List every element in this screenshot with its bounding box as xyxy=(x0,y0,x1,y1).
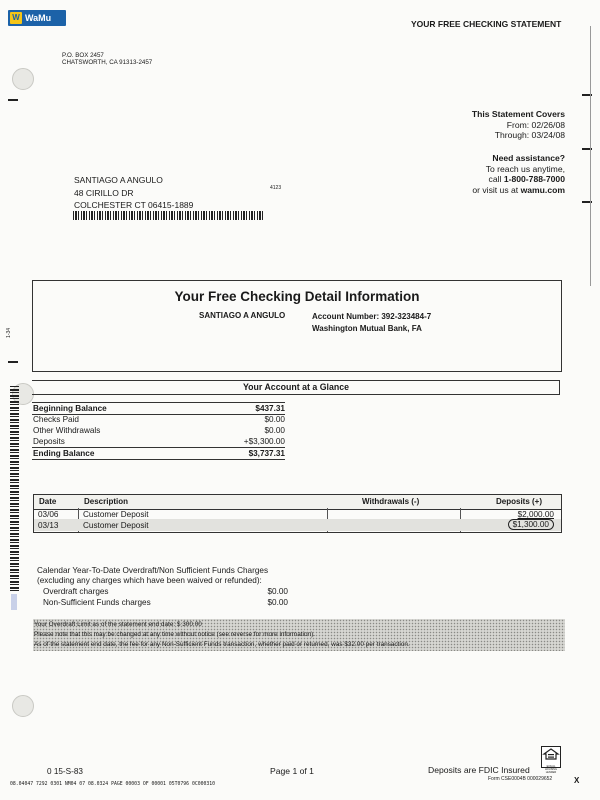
account-info xyxy=(312,311,431,335)
side-marker xyxy=(11,594,17,610)
customer-code: 4123 xyxy=(270,185,282,191)
glance-row-checks xyxy=(33,415,285,424)
glance-row-ending xyxy=(33,449,285,458)
col-date: Date xyxy=(39,497,57,506)
glance-rule xyxy=(32,447,285,448)
return-address-line: P.O. BOX 2457 xyxy=(62,52,104,59)
phone-prefix: call xyxy=(488,174,502,184)
glance-title: Your Account at a Glance xyxy=(242,382,350,392)
return-address-line: CHATSWORTH, CA 91313-2457 xyxy=(62,59,153,66)
glance-row-beginning xyxy=(33,404,285,413)
page-number: Page 1 of 1 xyxy=(270,766,314,776)
from-date: 02/26/08 xyxy=(531,119,565,130)
ehl-label: EQUAL HOUSING LENDER xyxy=(544,765,558,774)
glance-label: Deposits xyxy=(33,437,65,446)
overdraft-label: Overdraft charges xyxy=(43,587,109,596)
glance-label: Beginning Balance xyxy=(33,404,107,413)
glance-top-rule xyxy=(32,380,560,381)
coverage-heading: This Statement Covers xyxy=(471,109,565,119)
statement-period xyxy=(400,109,565,141)
form-code: Form CSE0004B 000029652 xyxy=(488,776,553,782)
house-icon xyxy=(542,748,560,760)
web-prefix: or visit us at xyxy=(472,184,519,195)
glance-title-rule xyxy=(32,394,560,395)
col-description: Description xyxy=(84,497,129,506)
row-description: Customer Deposit xyxy=(83,521,149,530)
account-holder: SANTIAGO A ANGULO xyxy=(199,311,286,320)
from-label: From: xyxy=(506,119,530,130)
glance-label: Checks Paid xyxy=(33,415,79,424)
assistance-block xyxy=(380,153,565,195)
customer-street: 48 CIRILLO DR xyxy=(74,187,134,198)
glance-rule xyxy=(32,459,285,460)
charges-title: Calendar Year-To-Date Overdraft/Non Sufficient Funds Charges xyxy=(37,566,269,575)
row-date: 03/06 xyxy=(38,510,59,519)
assistance-heading: Need assistance? xyxy=(492,153,565,163)
glance-rule xyxy=(32,402,285,403)
fold-mark xyxy=(8,99,18,101)
bank-name: Washington Mutual Bank, FA xyxy=(312,324,422,333)
footer-left-code: 0 15-S-83 xyxy=(47,767,83,776)
row-date: 03/13 xyxy=(38,521,59,530)
row-description: Customer Deposit xyxy=(83,510,149,519)
notice-text xyxy=(34,620,564,650)
glance-row-deposits xyxy=(33,437,285,446)
table-row xyxy=(34,521,561,531)
brand-name: WaMu xyxy=(25,13,52,23)
return-address xyxy=(62,52,152,66)
notice-line: As of the statement end date, the fee for any Non-Sufficient Funds transaction, whether paid or returned, was $32.00 per transaction. xyxy=(34,641,410,648)
account-number: 392-323484-7 xyxy=(381,312,432,321)
glance-label: Ending Balance xyxy=(33,449,95,458)
transaction-table xyxy=(33,508,562,533)
overdraft-value: $0.00 xyxy=(267,587,288,596)
equal-housing-lender-icon xyxy=(541,746,561,774)
web-link[interactable]: wamu.com xyxy=(520,184,565,195)
side-barcode xyxy=(10,385,19,591)
glance-row-withdrawals xyxy=(33,426,285,435)
customer-name: SANTIAGO A ANGULO xyxy=(74,175,163,185)
detail-title: Your Free Checking Detail Information xyxy=(174,289,420,304)
customer-city: COLCHESTER CT 06415-1889 xyxy=(74,200,194,210)
glance-value: $437.31 xyxy=(255,404,285,413)
punch-hole-bottom xyxy=(12,695,34,717)
footer-bottom-code: 08.04047 7292 0301 NM04 07 08.0324 PAGE 00003 OF 00001 05T0796 0C000310 xyxy=(10,782,216,787)
through-label: Through: xyxy=(494,130,530,140)
wamu-logo xyxy=(8,10,66,26)
customer-address xyxy=(74,174,193,212)
fold-mark xyxy=(8,361,18,363)
glance-value: $0.00 xyxy=(264,426,285,435)
overdraft-row xyxy=(43,587,288,596)
row-deposit: $2,000.00 xyxy=(517,510,554,519)
glance-value: $0.00 xyxy=(264,415,285,424)
page-edge-line xyxy=(590,26,591,286)
wamu-logo-icon: W xyxy=(10,12,22,24)
punch-hole-top xyxy=(12,68,34,90)
fdic-notice: Deposits are FDIC Insured xyxy=(428,765,530,775)
charges-block xyxy=(37,566,268,586)
glance-value: +$3,300.00 xyxy=(243,437,285,446)
notice-line: Your Overdraft Limit as of the statement end date: $ 300.00 xyxy=(34,621,202,628)
account-number-label: Account Number: xyxy=(312,312,380,321)
statement-title: YOUR FREE CHECKING STATEMENT xyxy=(411,19,562,29)
side-code: 1-34 xyxy=(6,327,13,339)
row-deposit-circled: $1,300.00 xyxy=(508,519,554,530)
glance-value: $3,737.31 xyxy=(248,449,285,458)
glance-label: Other Withdrawals xyxy=(33,426,101,435)
col-deposits: Deposits (+) xyxy=(496,497,543,506)
assistance-line: To reach us anytime, xyxy=(485,163,565,174)
col-withdrawals: Withdrawals (-) xyxy=(362,497,420,506)
nsf-label: Non-Sufficient Funds charges xyxy=(43,598,151,607)
charges-subtitle: (excluding any charges which have been waived or refunded): xyxy=(37,576,262,585)
footer-x-mark: X xyxy=(574,776,580,785)
nsf-row xyxy=(43,598,288,607)
nsf-value: $0.00 xyxy=(267,598,288,607)
phone-number[interactable]: 1-800-788-7000 xyxy=(503,174,565,184)
through-date: 03/24/08 xyxy=(531,130,565,140)
table-row xyxy=(34,510,561,520)
postal-barcode xyxy=(73,211,263,220)
notice-line: Please note that this may be changed at any time without notice (see reverse for more information). xyxy=(34,631,315,638)
